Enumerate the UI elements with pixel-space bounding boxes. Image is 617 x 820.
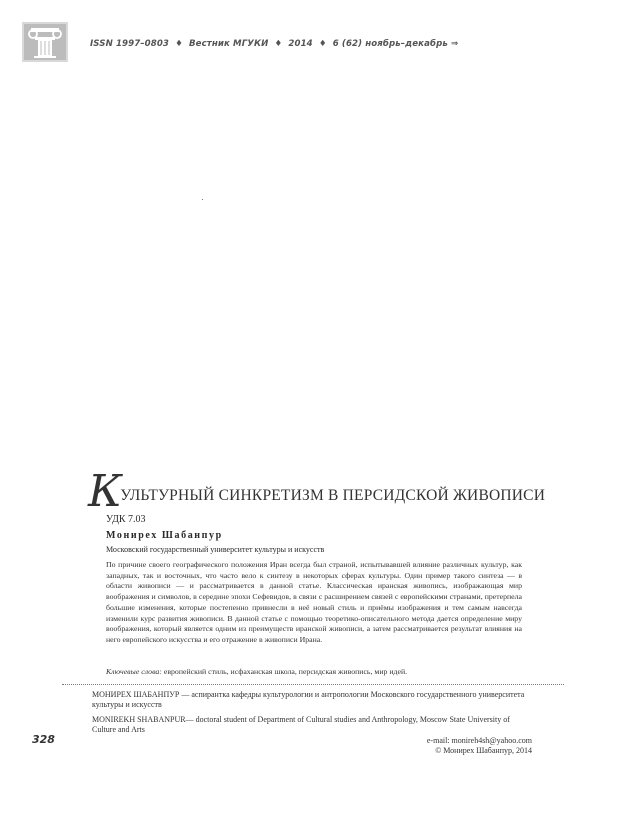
author-affiliation: Московский государственный университет культуры и искусств bbox=[106, 545, 325, 554]
stray-dot bbox=[202, 199, 203, 200]
keywords bbox=[106, 667, 526, 676]
journal-name: Вестник МГУКИ bbox=[189, 39, 269, 49]
author-name: Монирех Шабанпур bbox=[106, 530, 223, 541]
issue: 6 (62) ноябрь–декабрь bbox=[332, 39, 448, 49]
issn: ISSN 1997–0803 bbox=[90, 39, 169, 49]
year: 2014 bbox=[288, 39, 313, 49]
title-initial: К bbox=[88, 466, 123, 517]
running-header bbox=[90, 39, 458, 49]
separator-3: ♦ bbox=[318, 39, 327, 49]
keywords-label: Ключевые слова: bbox=[106, 667, 162, 676]
article-title bbox=[88, 466, 545, 517]
separator-1: ♦ bbox=[175, 39, 183, 49]
author-note-ru: МОНИРЕХ ШАБАНПУР — аспирантка кафедры культурологии и антропологии Московского государственного университета культуры и искусств bbox=[92, 690, 525, 709]
keywords-list: европейский стиль, исфаханская школа, персидская живопись, мир идей. bbox=[163, 667, 408, 676]
abstract: По причине своего географического положения Иран всегда был страной, испытывавшей влияние различных культур, как западных, так и восточных, что часто вело к синтезу в некоторых сферах культуры. Один пример такого синтеза — в области живописи — и рассматривается в данной статье. Классическая иранская живопись, изображающая мир воображения и символов, в середине эпохи Сефевидов, в связи с расширением связей с европейскими странами, претерпела большие изменения, которые постепенно привнесли в неё новый стиль и приёмы изображения и тем самым навсегда изменили курс развития живописи. В данной статье с помощью теоретико-описательного метода дается определение миру воображения, который является одним из преимуществ иранской живописи, а затем рассматривается результат влияния на него европейского искусства и его отражение в живописи Ирана. bbox=[106, 560, 522, 644]
footnote-divider bbox=[62, 684, 564, 685]
author-email: e-mail: monireh4sh@yahoo.com bbox=[426, 736, 532, 745]
title-rest: УЛЬТУРНЫЙ СИНКРЕТИЗМ В ПЕРСИДСКОЙ ЖИВОПИСИ bbox=[120, 487, 546, 504]
udk-code: УДК 7.03 bbox=[106, 514, 146, 525]
arrow-icon: ⇒ bbox=[450, 39, 459, 49]
separator-2: ♦ bbox=[274, 39, 283, 49]
author-note-en: MONIREKH SHABANPUR— doctoral student of Department of Cultural studies and Anthropology, Moscow State University of Culture and Arts bbox=[92, 715, 510, 734]
journal-logo-icon bbox=[22, 22, 68, 62]
page-number: 328 bbox=[32, 733, 55, 746]
copyright: © Монирех Шабанпур, 2014 bbox=[435, 746, 532, 755]
